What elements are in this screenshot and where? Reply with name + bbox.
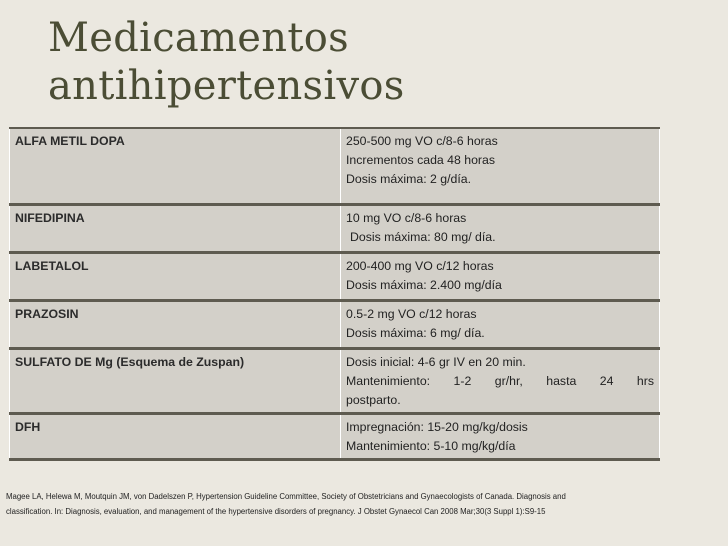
table-row — [10, 128, 660, 204]
dose-line: 200-400 mg VO c/12 horas — [346, 258, 494, 273]
dose-line: postparto. — [346, 392, 401, 407]
dose-line: Impregnación: 15-20 mg/kg/dosis — [346, 419, 528, 434]
table-row — [10, 300, 660, 348]
dose-line: 10 mg VO c/8-6 horas — [346, 210, 467, 225]
citation-line-1: Magee LA, Helewa M, Moutquin JM, von Dadelszen P, Hypertension Guideline Committee, Society of Obstetricians and Gynaecologists of Canada. Diagnosis and — [6, 492, 566, 501]
table-row — [10, 348, 660, 413]
table-row — [10, 252, 660, 300]
medication-table-container — [9, 127, 659, 461]
citation — [6, 489, 672, 519]
title-line-1: Medicamentos — [48, 15, 349, 61]
drug-name: DFH — [10, 413, 341, 459]
dose-line: 0.5-2 mg VO c/12 horas — [346, 306, 477, 321]
drug-name: SULFATO DE Mg (Esquema de Zuspan) — [10, 348, 341, 413]
drug-name: PRAZOSIN — [10, 300, 341, 348]
drug-name: LABETALOL — [10, 252, 341, 300]
dose-cell — [341, 413, 660, 459]
dose-line: Dosis inicial: 4-6 gr IV en 20 min. — [346, 354, 526, 369]
slide-title — [48, 14, 405, 110]
dose-line: Mantenimiento: 5-10 mg/kg/día — [346, 438, 516, 453]
dose-line: Dosis máxima: 6 mg/ día. — [346, 325, 485, 340]
dose-line: Mantenimiento: 1-2 gr/hr, hasta 24 hrs — [346, 373, 654, 388]
dose-cell — [341, 204, 660, 252]
dose-line: Dosis máxima: 80 mg/ día. — [350, 229, 496, 244]
dose-line: 250-500 mg VO c/8-6 horas — [346, 134, 498, 148]
drug-name: NIFEDIPINA — [10, 204, 341, 252]
dose-line: Dosis máxima: 2.400 mg/día — [346, 277, 502, 292]
medication-table — [9, 127, 660, 461]
table-row — [10, 204, 660, 252]
dose-cell — [341, 252, 660, 300]
citation-line-2: classification. In: Diagnosis, evaluation, and management of the hypertensive disorders of pregnancy. J Obstet Gynaecol Can 2008 Mar;30(3 Suppl 1):S9-15 — [6, 507, 546, 516]
dose-line: Dosis máxima: 2 g/día. — [346, 172, 472, 186]
dose-cell — [341, 128, 660, 204]
drug-name: ALFA METIL DOPA — [10, 128, 341, 204]
dose-cell — [341, 300, 660, 348]
dose-line: Incrementos cada 48 horas — [346, 153, 496, 167]
dose-cell — [341, 348, 660, 413]
title-line-2: antihipertensivos — [48, 63, 405, 109]
table-row — [10, 413, 660, 459]
